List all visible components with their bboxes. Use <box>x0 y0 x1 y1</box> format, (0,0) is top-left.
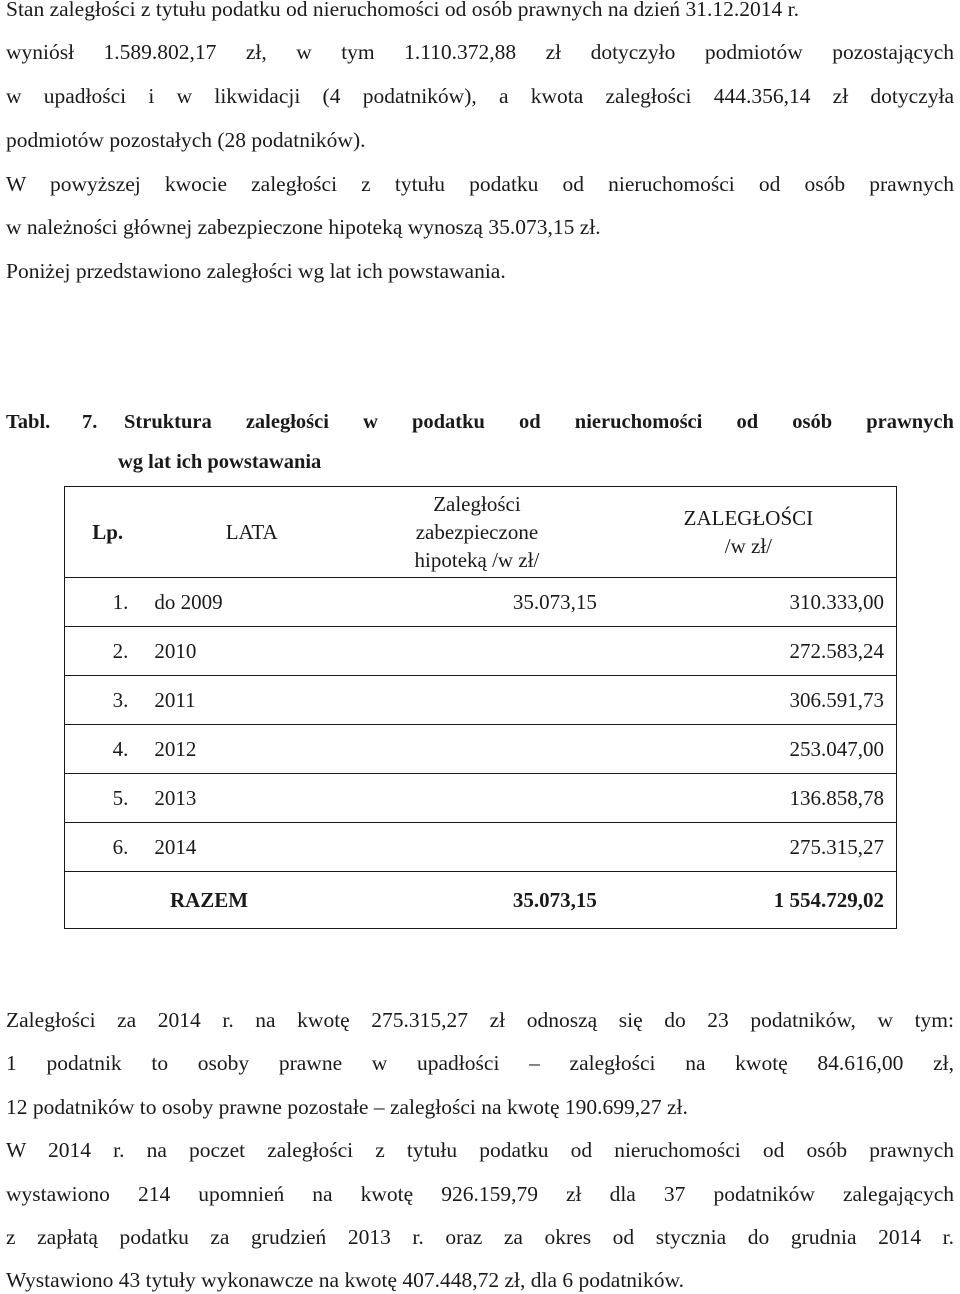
cell-total: 253.047,00 <box>601 725 897 774</box>
cell-lp: 1. <box>65 578 151 627</box>
table-row <box>65 774 897 823</box>
arrears-table <box>64 486 897 929</box>
cell-secured <box>353 627 601 676</box>
outro-line: z zapłatą podatku za grudzień 2013 r. oraz za okres od stycznia do grudnia 2014 r. <box>6 1225 954 1249</box>
table-row <box>65 823 897 872</box>
outro-line: Wystawiono 43 tytuły wykonawcze na kwotę 407.448,72 zł, dla 6 podatników. <box>6 1268 685 1292</box>
cell-secured <box>353 676 601 725</box>
header-secured-line: Zaległości <box>433 492 521 516</box>
header-total-line: ZALEGŁOŚCI <box>683 506 814 530</box>
header-secured-line: zabezpieczone <box>415 520 539 544</box>
cell-lp: 2. <box>65 627 151 676</box>
intro-line: wyniósł 1.589.802,17 zł, w tym 1.110.372,88 zł dotyczyło podmiotów pozostających <box>6 40 954 64</box>
cell-secured <box>353 823 601 872</box>
table-header-row <box>65 487 897 578</box>
cell-year: 2010 <box>150 627 353 676</box>
intro-line: Poniżej przedstawiono zaległości wg lat ich powstawania. <box>6 259 506 283</box>
header-lata: LATA <box>150 487 353 578</box>
caption-label: Tabl. <box>6 411 51 433</box>
cell-year: 2014 <box>150 823 353 872</box>
cell-total: 306.591,73 <box>601 676 897 725</box>
table-row <box>65 578 897 627</box>
cell-lp: 4. <box>65 725 151 774</box>
cell-total: 275.315,27 <box>601 823 897 872</box>
caption-title <box>124 409 954 435</box>
cell-secured <box>353 774 601 823</box>
table-row <box>65 627 897 676</box>
caption-word: podatku <box>411 411 485 433</box>
intro-line: podmiotów pozostałych (28 podatników). <box>6 128 366 152</box>
intro-line: Stan zaległości z tytułu podatku od nieruchomości od osób prawnych na dzień 31.12.2014 r. <box>6 0 799 21</box>
intro-line: W powyższej kwocie zaległości z tytułu podatku od nieruchomości od osób prawnych <box>6 172 954 196</box>
cell-total: 136.858,78 <box>601 774 897 823</box>
cell-year: 2011 <box>150 676 353 725</box>
outro-line: W 2014 r. na poczet zaległości z tytułu podatku od nieruchomości od osób prawnych <box>6 1138 954 1162</box>
header-secured-line: hipoteką /w zł/ <box>414 548 540 572</box>
caption-word: w <box>363 411 378 433</box>
table-row <box>65 676 897 725</box>
table-summary-row <box>65 872 897 929</box>
caption-word: zaległości <box>245 411 329 433</box>
header-lp: Lp. <box>65 487 151 578</box>
summary-secured: 35.073,15 <box>512 887 597 912</box>
outro-line: 1 podatnik to osoby prawne w upadłości – zaległości na kwotę 84.616,00 zł, <box>6 1051 954 1075</box>
intro-line: w należności głównej zabezpieczone hipoteką wynoszą 35.073,15 zł. <box>6 215 601 239</box>
caption-word: Struktura <box>124 411 212 433</box>
caption-title-line2: wg lat ich powstawania <box>118 451 322 473</box>
cell-secured <box>353 725 601 774</box>
summary-total: 1 554.729,02 <box>773 887 884 912</box>
cell-year: 2012 <box>150 725 353 774</box>
cell-lp: 3. <box>65 676 151 725</box>
cell-total: 310.333,00 <box>601 578 897 627</box>
caption-word: od <box>736 411 759 433</box>
cell-year: 2013 <box>150 774 353 823</box>
outro-line: 12 podatników to osoby prawne pozostałe – zaległości na kwotę 190.699,27 zł. <box>6 1095 688 1119</box>
cell-total: 272.583,24 <box>601 627 897 676</box>
cell-lp: 6. <box>65 823 151 872</box>
table-row <box>65 725 897 774</box>
caption-word: nieruchomości <box>574 411 703 433</box>
header-total-line: /w zł/ <box>724 534 773 558</box>
cell-secured: 35.073,15 <box>353 578 601 627</box>
cell-lp: 5. <box>65 774 151 823</box>
header-secured <box>353 487 601 578</box>
caption-word: od <box>519 411 541 433</box>
caption-word: osób <box>792 411 833 433</box>
outro-line: wystawiono 214 upomnień na kwotę 926.159,79 zł dla 37 podatników zalegających <box>6 1182 954 1206</box>
caption-number: 7. <box>82 411 98 433</box>
summary-label: RAZEM <box>169 887 249 912</box>
header-total <box>601 487 897 578</box>
caption-word: prawnych <box>866 411 954 433</box>
outro-line: Zaległości za 2014 r. na kwotę 275.315,27 zł odnoszą się do 23 podatników, w tym: <box>6 1008 954 1032</box>
intro-line: w upadłości i w likwidacji (4 podatników), a kwota zaległości 444.356,14 zł dotyczyła <box>6 84 954 108</box>
cell-year: do 2009 <box>150 578 353 627</box>
